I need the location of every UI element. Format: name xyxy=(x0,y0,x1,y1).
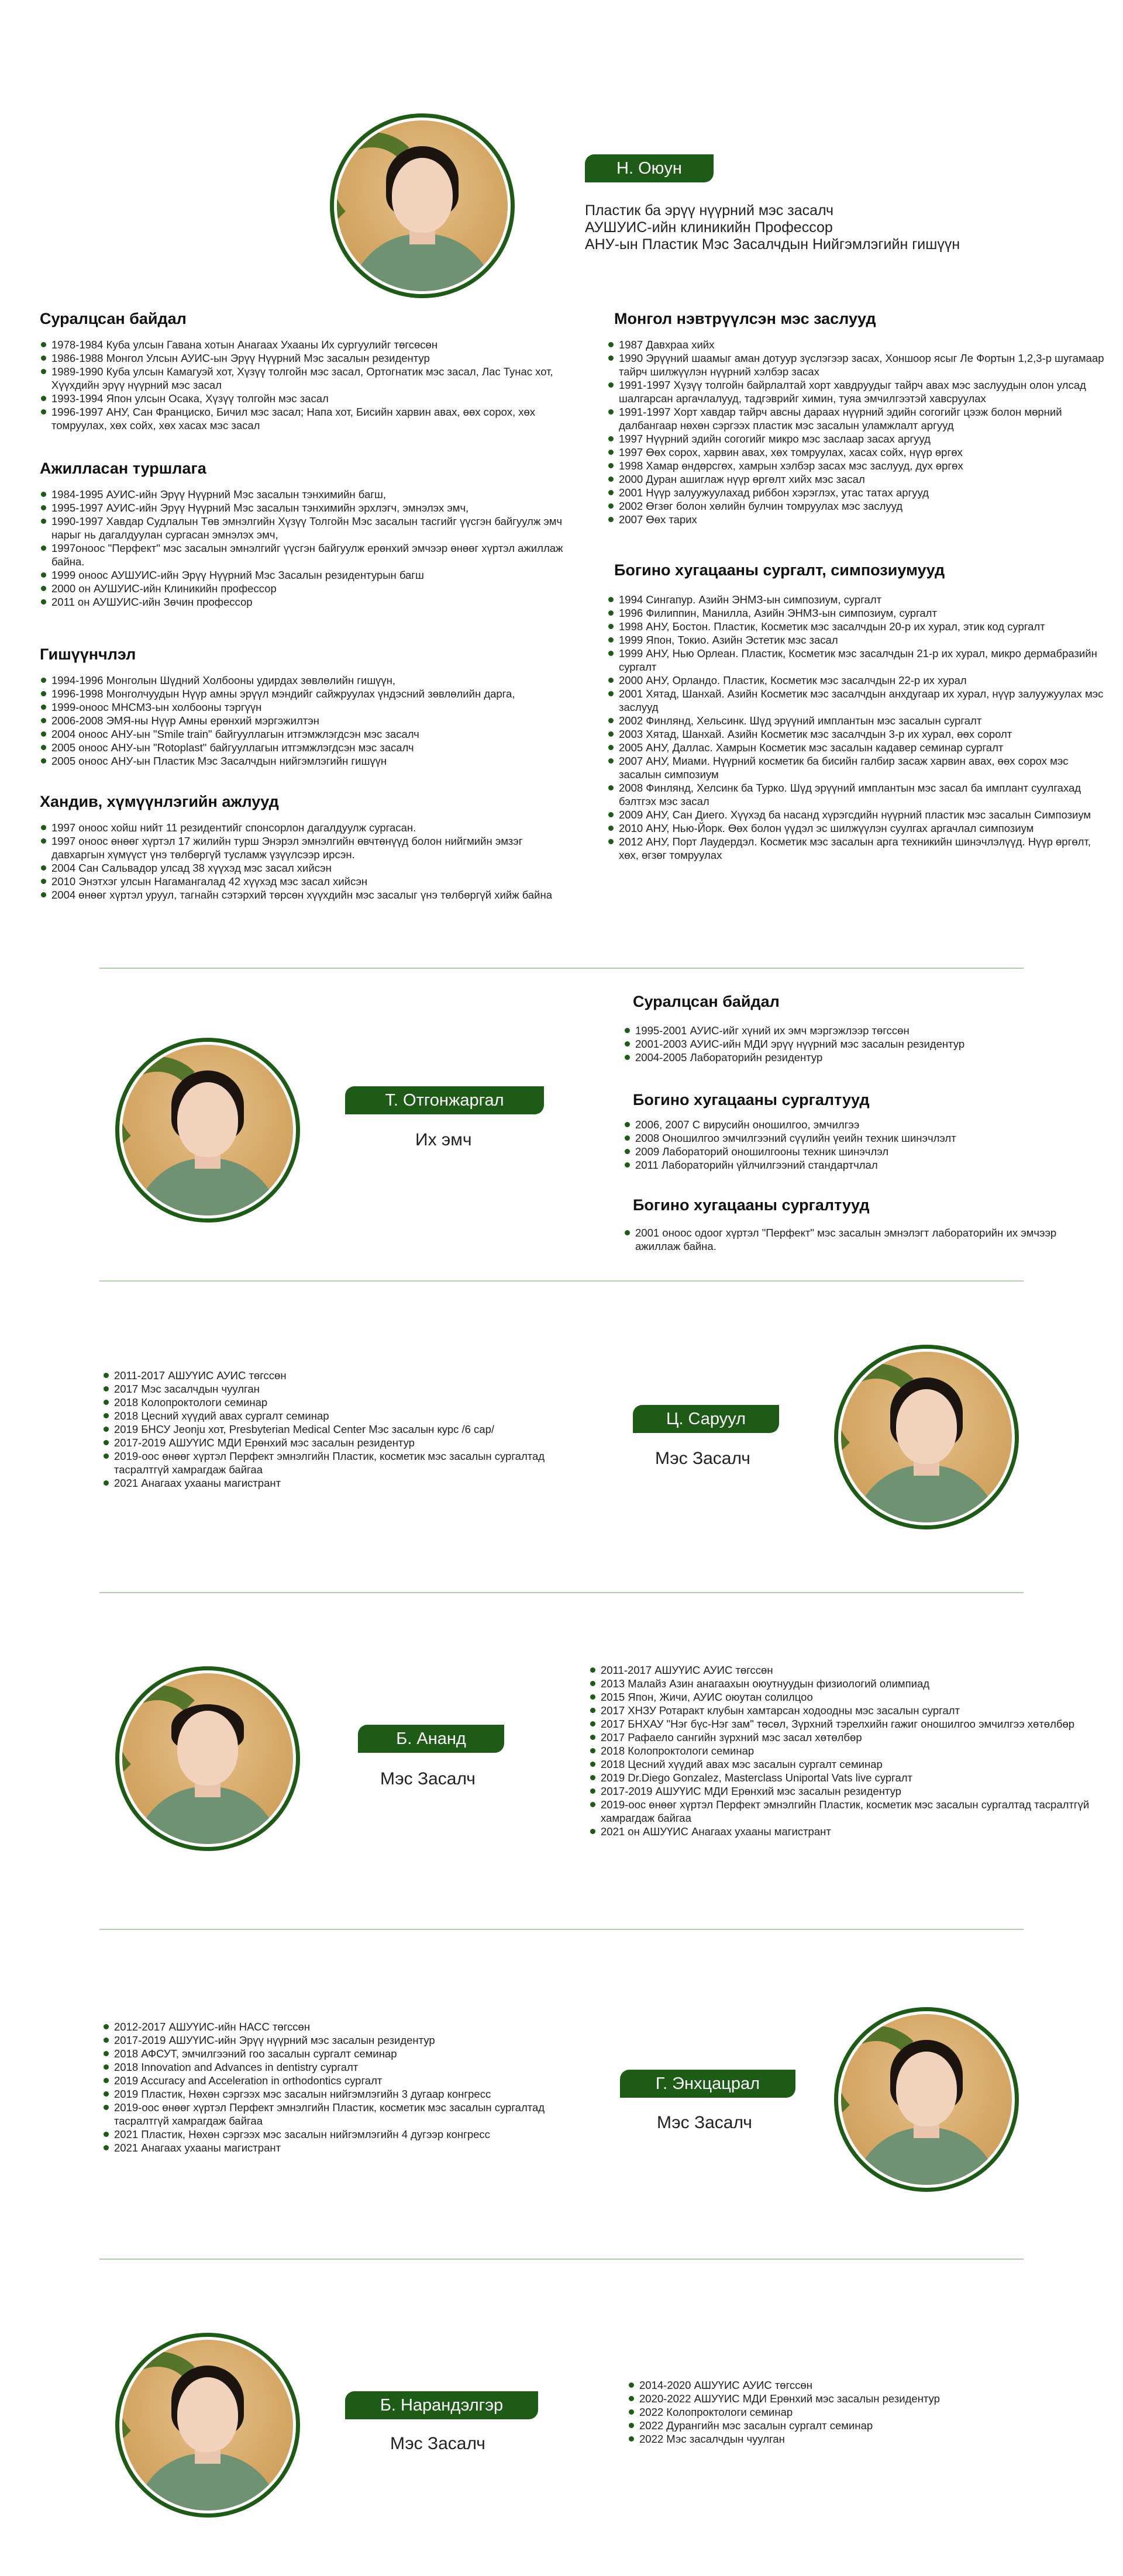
list-item: 2000 АНУ, Орландо. Пластик, Косметик мэс засалчдын 22-р их хурал xyxy=(608,674,1111,687)
role-label: Мэс Засалч xyxy=(655,1449,750,1468)
list-item: 2019 БНСУ Jeonju хот, Presbyterian Medical Center Мэс засалын курс /6 сар/ xyxy=(104,1422,560,1436)
list-item: 1994 Сингапур. Азийн ЭНМЗ-ын симпозиум, сургалт xyxy=(608,593,1111,606)
list-item: 1996-1997 АНУ, Сан Франциско, Бичил мэс засал; Напа хот, Бисийн харвин авах, өөх сорох, хөх томруулах, хөх сойх, хөх хасах мэс засал xyxy=(41,405,579,432)
list-item: 1994-1996 Монголын Шүдний Холбооны удирдах зөвлөлийн гишүүн, xyxy=(41,674,579,687)
name-badge: Ц. Саруул xyxy=(633,1405,779,1433)
list-item: 2001 Хятад, Шанхай. Азийн Косметик мэс засалчдын анхдугаар их хурал, нүүр залуужуулах мэс заслууд xyxy=(608,687,1111,714)
list-item: 2019 Пластик, Нөхөн сэргээх мэс засалын нийгэмлэгийн 3 дугаар конгресс xyxy=(104,2087,560,2101)
list-item: 1995-2001 АУИС-ийг хүний их эмч мэргэжлээр төгссөн xyxy=(625,1024,1081,1037)
role-label: Мэс Засалч xyxy=(657,2113,752,2132)
section-title: Богино хугацааны сургалт, симпозиумууд xyxy=(614,561,945,579)
education-list xyxy=(104,1369,560,1490)
list-item: 1997 Нүүрний эдийн согогийг микро мэс заслаар засах аргууд xyxy=(608,432,1105,446)
education-list xyxy=(41,338,579,432)
list-item: 2018 Цесний хүүдий авах мэс засалын сургалт семинар xyxy=(590,1757,1105,1771)
list-item: 2004 оноос АНУ-ын "Smile train" байгууллагын итгэмжлэгдсэн мэс засалч xyxy=(41,727,579,741)
name-badge: Б. Нарандэлгэр xyxy=(345,2391,538,2419)
list-item: 2008 Финлянд, Хелсинк ба Турко. Шүд эрүүний имплантын мэс засал ба имплант суулгахад бэлтгэх мэс засал xyxy=(608,781,1111,808)
list-item: 2000 Дуран ашиглаж нүүр өргөлт хийх мэс засал xyxy=(608,472,1105,486)
title-line: АНУ-ын Пластик Мэс Засалчдын Нийгэмлэгийн гишүүн xyxy=(585,236,960,253)
list-item: 1998 Хамар өндөрсгөх, хамрын хэлбэр засах мэс заслууд, дух өргөх xyxy=(608,459,1105,472)
list-item: 2019-оос өнөөг хүртэл Перфект эмнэлгийн Пластик, косметик мэс засалын сургалтад тасралтгүй хамрагдаж байгаа xyxy=(104,2101,560,2128)
awards-list xyxy=(41,821,562,902)
list-item: 1998 АНУ, Бостон. Пластик, Косметик мэс засалчдын 20-р их хурал, этик код сургалт xyxy=(608,620,1111,633)
education-list xyxy=(104,2020,560,2154)
list-item: 2017 БНХАУ "Нэг бүс-Нэг зам" төсөл, Зүрхний тэрелхийн гажиг оношилгоо эмчилгээ хөтөлбөр xyxy=(590,1717,1105,1731)
list-item: 1984-1995 АУИС-ийн Эрүү Нүүрний Мэс засалын тэнхимийн багш, xyxy=(41,488,573,501)
list-item: 1997оноос "Перфект" мэс засалын эмнэлгийг үүсгэн байгуулж ерөнхий эмчээр өнөөг хүртэл ажиллаж байна. xyxy=(41,541,573,568)
section-title: Гишүүнчлэл xyxy=(40,645,136,663)
list-item: 1989-1990 Куба улсын Камагуэй хот, Хүзүү толгойн мэс засал, Ортогнатик мэс засал, Лас Тунас хот, Хүүхдийн эрүү нүүрний мэс засал xyxy=(41,365,579,392)
avatar-enkhtsatsral xyxy=(834,2007,1019,2192)
list-item: 1996-1998 Монголчуудын Нүүр амны эрүүл мэндийг сайжруулах үндэсний зөвлөлийн дарга, xyxy=(41,687,579,700)
education-list xyxy=(625,1024,1081,1064)
list-item: 2017 ХНЗУ Ротаракт клубын хамтарсан ходоодны мэс засалын сургалт xyxy=(590,1704,1105,1717)
list-item: 2007 АНУ, Миами. Нүүрний косметик ба бисийн галбир засаж харвин авах, өөх сорох мэс засалын симпозиум xyxy=(608,754,1111,781)
list-item: 1995-1997 АУИС-ийн Эрүү Нүүрний Мэс засалын тэнхимийн эрхлэгч, эмнэлэх эмч, xyxy=(41,501,573,514)
list-item: 2006-2008 ЭМЯ-ны Нүүр Амны ерөнхий мэргэжилтэн xyxy=(41,714,579,727)
list-item: 1999 Япон, Токио. Азийн Эстетик мэс засал xyxy=(608,633,1111,647)
list-item: 2018 Колопроктологи семинар xyxy=(590,1744,1105,1757)
title-line: АУШУИС-ийн клиникийн Профессор xyxy=(585,219,833,236)
list-item: 2022 Колопроктологи семинар xyxy=(629,2405,1085,2419)
list-item: 2001-2003 АУИС-ийн МДИ эрүү нүүрний мэс засалын резидентур xyxy=(625,1037,1081,1051)
divider xyxy=(99,1929,1024,1930)
list-item: 1987 Давхраа хийх xyxy=(608,338,1105,351)
list-item: 2021 он АШУҮИС Анагаах ухааны магистрант xyxy=(590,1825,1105,1838)
section-title: Хандив, хүмүүнлэгийн ажлууд xyxy=(40,793,279,810)
education-list xyxy=(590,1663,1105,1838)
list-item: 2011-2017 АШУҮИС АУИС төгссөн xyxy=(590,1663,1105,1677)
list-item: 2017-2019 АШУҮИС МДИ Ерөнхий мэс засалын резидентур xyxy=(590,1784,1105,1798)
education-list xyxy=(629,2378,1085,2446)
list-item: 2022 Мэс засалчдын чуулган xyxy=(629,2432,1085,2446)
experience-list xyxy=(41,488,573,609)
list-item: 2021 Анагаах ухааны магистрант xyxy=(104,1476,560,1490)
name-badge: Т. Отгонжаргал xyxy=(345,1086,544,1114)
list-item: 2009 АНУ, Сан Диего. Хүүхэд ба насанд хүрэгсдийн нүүрний пластик мэс засалын Симпозиум xyxy=(608,808,1111,821)
list-item: 1996 Филиппин, Манилла, Азийн ЭНМЗ-ын симпозиум, сургалт xyxy=(608,606,1111,620)
divider xyxy=(99,968,1024,969)
list-item: 1990-1997 Хавдар Судлалын Төв эмнэлгийн Хүзүү Толгойн Мэс засалын тасгийг үүсгэн байгуулж эмч нарыг нь дагалдуулан сургасан эмнэлэх эмч, xyxy=(41,514,573,541)
list-item: 1991-1997 Хүзүү толгойн байрлалтай хорт хавдруудыг тайрч авах мэс заслуудын олон улсад шалгарсан аргачлалууд, тадгэврийг химин, туяа эмчилгээтэй хавсруулах xyxy=(608,378,1105,405)
list-item: 2017-2019 АШУҮИС МДИ Ерөнхий мэс засалын резидентур xyxy=(104,1436,560,1449)
list-item: 2018 Innovation and Advances in dentistry сургалт xyxy=(104,2060,560,2074)
list-item: 2020-2022 АШУҮИС МДИ Ерөнхий мэс засалын резидентур xyxy=(629,2392,1085,2405)
list-item: 2008 Оношилгоо эмчилгээний сүүлийн үеийн техник шинэчлэлт xyxy=(625,1131,1081,1145)
list-item: 2011 Лабораторийн үйлчилгээний стандартчлал xyxy=(625,1158,1081,1172)
list-item: 2002 Финлянд, Хельсинк. Шүд эрүүний имплантын мэс засалын сургалт xyxy=(608,714,1111,727)
courses-list xyxy=(625,1118,1081,1172)
list-item: 2018 Цесний хүүдий авах сургалт семинар xyxy=(104,1409,560,1422)
role-label: Мэс Засалч xyxy=(380,1769,476,1788)
role-label: Мэс Засалч xyxy=(390,2434,485,2453)
avatar-saruul xyxy=(834,1345,1019,1529)
name-badge: Н. Оюун xyxy=(585,154,714,182)
list-item: 2013 Малайз Азин анагаахын оюутнуудын физиологий олимпиад xyxy=(590,1677,1105,1690)
section-title: Богино хугацааны сургалтууд xyxy=(633,1196,870,1214)
section-title: Суралцсан байдал xyxy=(40,310,187,327)
doctor-titles xyxy=(585,202,960,253)
list-item: 1999 АНУ, Нью Орлеан. Пластик, Косметик мэс засалчдын 21-р их хурал, микро дермабразийн сургалт xyxy=(608,647,1111,674)
list-item: 2019-оос өнөөг хүртэл Перфект эмнэлгийн Пластик, косметик мэс засалын сургалтад тасралтгүй хамрагдаж байгаа xyxy=(590,1798,1105,1825)
list-item: 2019 Dr.Diego Gonzalez, Masterclass Uniportal Vats live сургалт xyxy=(590,1771,1105,1784)
list-item: 2014-2020 АШУҮИС АУИС төгссөн xyxy=(629,2378,1085,2392)
avatar-narandelger xyxy=(115,2333,300,2518)
list-item: 1993-1994 Япон улсын Осака, Хүзүү толгойн мэс засал xyxy=(41,392,579,405)
list-item: 2011-2017 АШУҮИС АУИС төгссөн xyxy=(104,1369,560,1382)
name-badge: Г. Энхцацрал xyxy=(620,2070,795,2098)
list-item: 2015 Япон, Жичи, АУИС оюутан солилцоо xyxy=(590,1690,1105,1704)
avatar-otgonjargal xyxy=(115,1038,300,1223)
list-item: 2019-оос өнөөг хүртэл Перфект эмнэлгийн Пластик, косметик мэс засалын сургалтад тасралтгүй хамрагдаж байгаа xyxy=(104,1449,560,1476)
list-item: 2001 оноос одоог хүртэл "Перфект" мэс засалын эмнэлэгт лабораторийн их эмчээр ажиллаж байна. xyxy=(625,1226,1081,1253)
list-item: 2007 Өөх тарих xyxy=(608,513,1105,526)
avatar-anand xyxy=(115,1666,300,1851)
name-badge: Б. Ананд xyxy=(358,1725,504,1753)
list-item: 2000 он АУШУИС-ийн Клиникийн профессор xyxy=(41,582,573,595)
list-item: 2004 өнөөг хүртэл уруул, тагнайн сэтэрхий төрсөн хүүхдийн мэс засалыг үнэ төлбөргүй хийж байна xyxy=(41,888,562,902)
list-item: 2022 Дурангийн мэс засалын сургалт семинар xyxy=(629,2419,1085,2432)
list-item: 1986-1988 Монгол Улсын АУИС-ын Эрүү Нүүрний Мэс засалын резидентур xyxy=(41,351,579,365)
courses-list xyxy=(608,593,1111,862)
list-item: 2006, 2007 С вирусийн оношилгоо, эмчилгээ xyxy=(625,1118,1081,1131)
list-item: 1999 оноос АУШУИС-ийн Эрүү Нүүрний Мэс Засалын резидентурын багш xyxy=(41,568,573,582)
list-item: 2018 АФСУТ, эмчилгээний гоо засалын сургалт семинар xyxy=(104,2047,560,2060)
title-line: Пластик ба эрүү нүүрний мэс засалч xyxy=(585,202,834,219)
list-item: 2012-2017 АШУҮИС-ийн НАСС төгссөн xyxy=(104,2020,560,2033)
list-item: 2018 Колопроктологи семинар xyxy=(104,1396,560,1409)
divider xyxy=(99,2259,1024,2260)
section-title: Богино хугацааны сургалтууд xyxy=(633,1091,870,1109)
role-label: Их эмч xyxy=(415,1130,472,1149)
list-item: 2005 АНУ, Даллас. Хамрын Косметик мэс засалын кадавер семинар сургалт xyxy=(608,741,1111,754)
list-item: 2019 Accuracy and Acceleration in orthodontics сургалт xyxy=(104,2074,560,2087)
list-item: 1997 оноос өнөөг хүртэл 17 жилийн турш Энэрэл эмнэлгийн өвчтөнүүд болон нийгмийн эмзэг давхаргын хүмүүст үнэ төлбөргүй тусламж үзүүлсээр ирсэн. xyxy=(41,834,562,861)
list-item: 1997 оноос хойш нийт 11 резидентийг спонсорлон дагалдуулж сургасан. xyxy=(41,821,562,834)
membership-list xyxy=(41,674,579,768)
section-title: Ажилласан туршлага xyxy=(40,460,206,477)
list-item: 2009 Лабораторий оношилгооны техник шинэчлэл xyxy=(625,1145,1081,1158)
section-title: Монгол нэвтрүүлсэн мэс заслууд xyxy=(614,310,876,327)
divider xyxy=(99,1280,1024,1282)
avatar-oyun xyxy=(330,113,515,298)
list-item: 2003 Хятад, Шанхай. Азийн Косметик мэс засалчдын 3-р их хурал, өөх соролт xyxy=(608,727,1111,741)
list-item: 2004 Сан Сальвадор улсад 38 хүүхэд мэс засал хийсэн xyxy=(41,861,562,875)
section-title: Суралцсан байдал xyxy=(633,993,780,1010)
list-item: 2010 АНУ, Нью-Йорк. Өөх болон үүдэл эс шилжүүлэн суулгах аргачлал симпозиум xyxy=(608,821,1111,835)
list-item: 2021 Пластик, Нөхөн сэргээх мэс засалын нийгэмлэгийн 4 дугээр конгресс xyxy=(104,2128,560,2141)
list-item: 2010 Энэтхэг улсын Нагамангалад 42 хүүхэд мэс засал хийсэн xyxy=(41,875,562,888)
list-item: 2017 Рафаело сангийн зүрхний мэс засал хөтөлбөр xyxy=(590,1731,1105,1744)
operations-list xyxy=(608,338,1105,526)
list-item: 2021 Анагаах ухааны магистрант xyxy=(104,2141,560,2154)
list-item: 1978-1984 Куба улсын Гавана хотын Анагаах Ухааны Их сургуулийг төгсөсөн xyxy=(41,338,579,351)
list-item: 2012 АНУ, Порт Лаудердэл. Косметик мэс засалын арга техникийн шинэчлэлүүд. Нүүр өргөлт, хөх, өгзөг томруулах xyxy=(608,835,1111,862)
work-list xyxy=(625,1226,1081,1253)
list-item: 2001 Нүүр залуужуулахад риббон хэрэглэх, утас татах аргууд xyxy=(608,486,1105,499)
list-item: 1991-1997 Хорт хавдар тайрч авсны дараах нүүрний эдийн согогийг цээж болон мөрний далбангаар нөхөн сэргээх пластик мэс засалын уламжлалт аргууд xyxy=(608,405,1105,432)
divider xyxy=(99,1592,1024,1593)
list-item: 1997 Өөх сорох, харвин авах, хөх томруулах, хасах сойх, нүүр өргөх xyxy=(608,446,1105,459)
list-item: 2017 Мэс засалчдын чуулган xyxy=(104,1382,560,1396)
list-item: 2005 оноос АНУ-ын Пластик Мэс Засалчдын нийгэмлэгийн гишүүн xyxy=(41,754,579,768)
list-item: 2004-2005 Лабораторийн резидентур xyxy=(625,1051,1081,1064)
list-item: 2017-2019 АШУҮИС-ийн Эрүү нүүрний мэс засалын резидентур xyxy=(104,2033,560,2047)
list-item: 2011 он АУШУИС-ийн Зөчин профессор xyxy=(41,595,573,609)
list-item: 2002 Өгзөг болон хөлийн булчин томруулах мэс заслууд xyxy=(608,499,1105,513)
list-item: 1990 Эрүүний шаамыг аман дотуур зүслэгээр засах, Хоншоор ясыг Ле Фортын 1,2,3-р шугамаар тайрч шилжүүлэн нүүрний хэлбэр засах xyxy=(608,351,1105,378)
list-item: 2005 оноос АНУ-ын "Rotoplast" байгууллагын итгэмжлэгдсэн мэс засалч xyxy=(41,741,579,754)
list-item: 1999-оноос МНСМЗ-ын холбооны тэргүүн xyxy=(41,700,579,714)
